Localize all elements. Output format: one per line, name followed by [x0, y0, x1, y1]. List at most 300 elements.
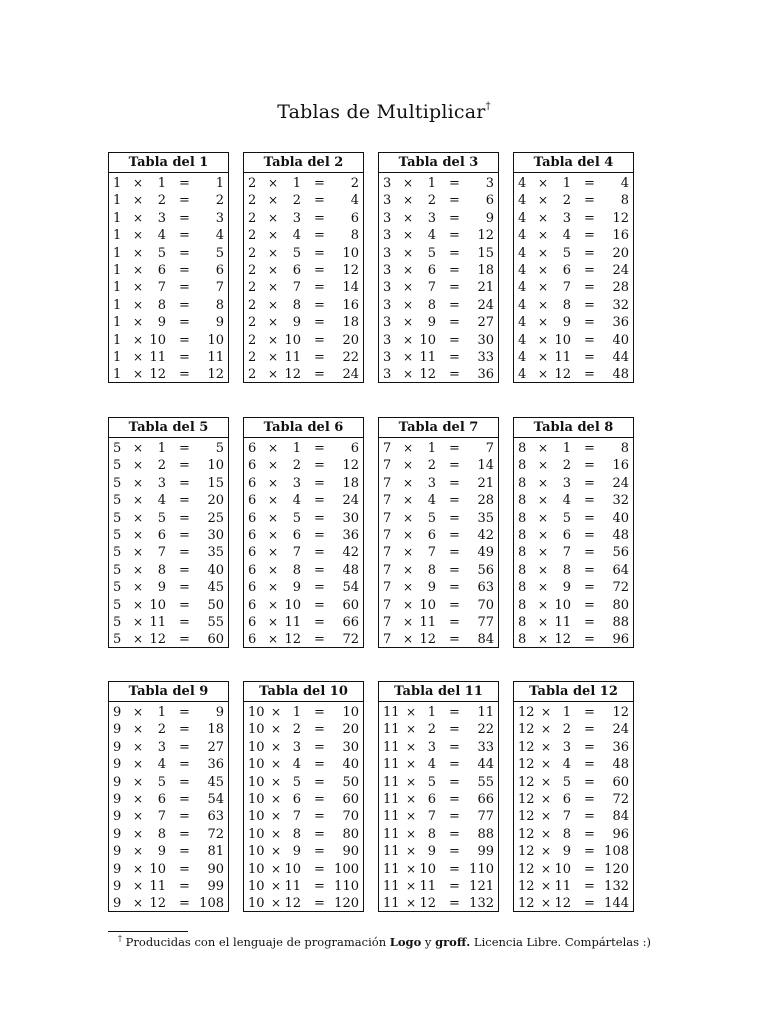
- row-multiplier: 5: [427, 774, 436, 790]
- row-multiplier: 10: [554, 861, 571, 877]
- row-factor: 7: [383, 458, 392, 474]
- row-factor: 2: [248, 193, 257, 209]
- times-sign: ×: [133, 861, 144, 876]
- row-result: 55: [207, 614, 224, 630]
- times-sign: ×: [403, 262, 414, 277]
- row-multiplier: 6: [157, 527, 166, 543]
- row-factor: 9: [113, 896, 122, 912]
- table-row: [109, 192, 228, 209]
- row-result: 3: [485, 176, 494, 191]
- row-factor: 9: [113, 757, 122, 773]
- table-row: [379, 440, 498, 457]
- equals-sign: =: [179, 193, 190, 209]
- row-multiplier: 4: [427, 228, 436, 244]
- multiplication-table: [378, 152, 499, 383]
- times-sign: ×: [133, 896, 144, 911]
- times-sign: ×: [538, 210, 549, 225]
- row-result: 18: [342, 475, 359, 491]
- row-multiplier: 2: [562, 193, 571, 209]
- equals-sign: =: [584, 632, 595, 648]
- row-result: 4: [350, 193, 359, 209]
- table-header: Tabla del 5: [109, 418, 228, 438]
- row-result: 81: [207, 844, 224, 860]
- row-factor: 11: [383, 739, 400, 755]
- equals-sign: =: [584, 809, 595, 825]
- row-factor: 12: [518, 844, 535, 860]
- table-row: [244, 175, 363, 192]
- row-result: 144: [604, 896, 629, 912]
- times-sign: ×: [538, 193, 549, 208]
- table-row: [109, 210, 228, 227]
- row-multiplier: 7: [562, 280, 571, 296]
- table-row: [244, 597, 363, 614]
- row-factor: 5: [113, 475, 122, 491]
- times-sign: ×: [403, 228, 414, 243]
- multiplication-table: [513, 681, 634, 912]
- row-multiplier: 1: [427, 705, 436, 720]
- row-multiplier: 4: [562, 493, 571, 509]
- table-row: [514, 826, 633, 843]
- table-row: [109, 314, 228, 331]
- row-result: 4: [620, 176, 629, 191]
- row-multiplier: 12: [284, 632, 301, 648]
- equals-sign: =: [584, 280, 595, 296]
- times-sign: ×: [133, 245, 144, 260]
- table-row: [379, 704, 498, 721]
- times-sign: ×: [406, 705, 417, 719]
- equals-sign: =: [449, 315, 460, 331]
- equals-sign: =: [314, 475, 325, 491]
- table-row: [514, 756, 633, 773]
- table-row: [379, 861, 498, 878]
- equals-sign: =: [449, 739, 460, 755]
- row-result: 96: [612, 632, 629, 648]
- row-multiplier: 3: [292, 210, 301, 226]
- row-result: 110: [469, 861, 494, 877]
- table-row: [514, 895, 633, 912]
- row-factor: 1: [113, 315, 122, 331]
- row-factor: 4: [518, 349, 527, 365]
- row-multiplier: 10: [149, 861, 166, 877]
- row-multiplier: 4: [157, 757, 166, 773]
- equals-sign: =: [584, 757, 595, 773]
- table-row: [244, 279, 363, 296]
- table-row: [109, 895, 228, 912]
- table-row: [109, 279, 228, 296]
- table-row: [109, 366, 228, 383]
- row-factor: 3: [383, 176, 392, 191]
- times-sign: ×: [133, 722, 144, 737]
- table-header: Tabla del 11: [379, 682, 498, 702]
- table-row: [244, 826, 363, 843]
- table-row: [244, 756, 363, 773]
- equals-sign: =: [314, 774, 325, 790]
- row-multiplier: 3: [562, 739, 571, 755]
- table-row: [379, 597, 498, 614]
- row-result: 9: [215, 315, 224, 331]
- equals-sign: =: [314, 297, 325, 313]
- row-result: 27: [207, 739, 224, 755]
- row-multiplier: 8: [292, 297, 301, 313]
- row-factor: 6: [248, 441, 257, 456]
- equals-sign: =: [584, 458, 595, 474]
- table-row: [244, 314, 363, 331]
- table-rows: [109, 173, 228, 384]
- row-factor: 9: [113, 844, 122, 860]
- row-result: 70: [342, 809, 359, 825]
- times-sign: ×: [268, 562, 279, 577]
- row-multiplier: 2: [292, 722, 301, 738]
- row-result: 20: [612, 245, 629, 261]
- times-sign: ×: [133, 809, 144, 824]
- equals-sign: =: [179, 458, 190, 474]
- equals-sign: =: [179, 527, 190, 543]
- row-multiplier: 11: [554, 878, 571, 894]
- times-sign: ×: [271, 705, 282, 719]
- table-row: [109, 440, 228, 457]
- equals-sign: =: [584, 614, 595, 630]
- times-sign: ×: [406, 791, 417, 806]
- equals-sign: =: [584, 545, 595, 561]
- row-multiplier: 5: [292, 774, 301, 790]
- equals-sign: =: [584, 861, 595, 877]
- row-factor: 2: [248, 297, 257, 313]
- equals-sign: =: [449, 280, 460, 296]
- row-factor: 10: [248, 705, 265, 720]
- times-sign: ×: [271, 739, 282, 754]
- row-result: 5: [215, 441, 224, 456]
- row-multiplier: 11: [554, 349, 571, 365]
- row-result: 25: [207, 510, 224, 526]
- equals-sign: =: [449, 580, 460, 596]
- row-result: 60: [342, 791, 359, 807]
- multiplication-table: [378, 681, 499, 912]
- row-multiplier: 5: [292, 245, 301, 261]
- row-multiplier: 10: [284, 597, 301, 613]
- equals-sign: =: [584, 774, 595, 790]
- table-header: Tabla del 1: [109, 153, 228, 173]
- row-multiplier: 7: [157, 545, 166, 561]
- equals-sign: =: [314, 176, 325, 191]
- table-row: [379, 297, 498, 314]
- row-result: 8: [620, 441, 629, 456]
- times-sign: ×: [403, 245, 414, 260]
- row-factor: 2: [248, 228, 257, 244]
- row-factor: 3: [383, 349, 392, 365]
- row-result: 100: [334, 861, 359, 877]
- row-multiplier: 12: [554, 896, 571, 912]
- times-sign: ×: [133, 315, 144, 330]
- equals-sign: =: [314, 315, 325, 331]
- equals-sign: =: [314, 441, 325, 456]
- times-sign: ×: [541, 791, 552, 806]
- row-multiplier: 6: [157, 262, 166, 278]
- row-multiplier: 6: [292, 527, 301, 543]
- row-multiplier: 9: [157, 315, 166, 331]
- row-multiplier: 9: [292, 315, 301, 331]
- row-multiplier: 7: [157, 809, 166, 825]
- times-sign: ×: [538, 614, 549, 629]
- equals-sign: =: [449, 896, 460, 912]
- equals-sign: =: [449, 245, 460, 261]
- row-multiplier: 10: [284, 861, 301, 877]
- row-result: 30: [477, 332, 494, 348]
- row-result: 84: [612, 809, 629, 825]
- row-multiplier: 3: [157, 210, 166, 226]
- equals-sign: =: [179, 545, 190, 561]
- row-result: 24: [342, 367, 359, 383]
- times-sign: ×: [538, 510, 549, 525]
- table-row: [109, 826, 228, 843]
- row-multiplier: 12: [284, 367, 301, 383]
- times-sign: ×: [268, 176, 279, 190]
- row-factor: 8: [518, 562, 527, 578]
- times-sign: ×: [541, 722, 552, 737]
- table-row: [244, 808, 363, 825]
- row-factor: 7: [383, 597, 392, 613]
- times-sign: ×: [541, 844, 552, 859]
- times-sign: ×: [133, 262, 144, 277]
- times-sign: ×: [406, 878, 417, 893]
- table-row: [379, 510, 498, 527]
- row-factor: 9: [113, 791, 122, 807]
- times-sign: ×: [268, 349, 279, 364]
- equals-sign: =: [449, 562, 460, 578]
- row-factor: 10: [248, 878, 265, 894]
- multiplication-table: [243, 681, 364, 912]
- equals-sign: =: [179, 562, 190, 578]
- row-result: 21: [477, 280, 494, 296]
- equals-sign: =: [314, 349, 325, 365]
- row-multiplier: 6: [427, 262, 436, 278]
- row-result: 7: [215, 280, 224, 296]
- times-sign: ×: [268, 475, 279, 490]
- row-factor: 7: [383, 527, 392, 543]
- table-row: [514, 210, 633, 227]
- row-multiplier: 5: [157, 774, 166, 790]
- row-result: 10: [207, 332, 224, 348]
- times-sign: ×: [541, 896, 552, 911]
- times-sign: ×: [403, 580, 414, 595]
- row-multiplier: 3: [562, 475, 571, 491]
- row-factor: 3: [383, 210, 392, 226]
- row-factor: 10: [248, 791, 265, 807]
- row-result: 24: [612, 262, 629, 278]
- row-result: 90: [342, 844, 359, 860]
- row-multiplier: 9: [562, 315, 571, 331]
- equals-sign: =: [584, 367, 595, 383]
- row-result: 7: [485, 441, 494, 456]
- row-result: 72: [207, 826, 224, 842]
- table-row: [379, 878, 498, 895]
- row-multiplier: 12: [554, 632, 571, 648]
- row-result: 54: [207, 791, 224, 807]
- row-factor: 8: [518, 632, 527, 648]
- times-sign: ×: [133, 791, 144, 806]
- row-multiplier: 8: [292, 562, 301, 578]
- row-factor: 1: [113, 193, 122, 209]
- row-factor: 2: [248, 280, 257, 296]
- row-result: 12: [612, 705, 629, 720]
- row-factor: 5: [113, 562, 122, 578]
- times-sign: ×: [133, 614, 144, 629]
- equals-sign: =: [449, 545, 460, 561]
- times-sign: ×: [133, 826, 144, 841]
- table-row: [109, 739, 228, 756]
- table-header: Tabla del 9: [109, 682, 228, 702]
- equals-sign: =: [179, 791, 190, 807]
- equals-sign: =: [584, 896, 595, 912]
- table-header: Tabla del 4: [514, 153, 633, 173]
- row-multiplier: 1: [292, 176, 301, 191]
- row-result: 18: [207, 722, 224, 738]
- multiplication-table: [513, 417, 634, 648]
- row-multiplier: 1: [292, 705, 301, 720]
- row-factor: 9: [113, 739, 122, 755]
- table-row: [109, 843, 228, 860]
- row-result: 24: [342, 493, 359, 509]
- row-multiplier: 9: [562, 580, 571, 596]
- equals-sign: =: [584, 349, 595, 365]
- row-result: 42: [477, 527, 494, 543]
- equals-sign: =: [179, 475, 190, 491]
- times-sign: ×: [133, 580, 144, 595]
- row-result: 30: [342, 739, 359, 755]
- row-multiplier: 12: [149, 367, 166, 383]
- row-factor: 12: [518, 757, 535, 773]
- table-row: [379, 192, 498, 209]
- row-result: 10: [207, 458, 224, 474]
- row-factor: 6: [248, 580, 257, 596]
- table-row: [244, 245, 363, 262]
- row-multiplier: 12: [149, 896, 166, 912]
- equals-sign: =: [449, 493, 460, 509]
- times-sign: ×: [541, 705, 552, 719]
- row-result: 56: [477, 562, 494, 578]
- multiplication-table: [108, 417, 229, 648]
- equals-sign: =: [449, 176, 460, 191]
- equals-sign: =: [179, 705, 190, 720]
- row-multiplier: 3: [157, 739, 166, 755]
- row-result: 6: [215, 262, 224, 278]
- row-factor: 9: [113, 774, 122, 790]
- table-row: [244, 721, 363, 738]
- row-result: 16: [342, 297, 359, 313]
- times-sign: ×: [538, 176, 549, 190]
- row-result: 3: [215, 210, 224, 226]
- times-sign: ×: [268, 545, 279, 560]
- times-sign: ×: [271, 896, 282, 911]
- table-row: [379, 544, 498, 561]
- row-result: 48: [342, 562, 359, 578]
- times-sign: ×: [403, 441, 414, 455]
- row-factor: 12: [518, 896, 535, 912]
- times-sign: ×: [538, 228, 549, 243]
- times-sign: ×: [538, 580, 549, 595]
- equals-sign: =: [179, 280, 190, 296]
- row-factor: 8: [518, 614, 527, 630]
- row-factor: 5: [113, 527, 122, 543]
- equals-sign: =: [584, 705, 595, 720]
- row-factor: 3: [383, 228, 392, 244]
- row-multiplier: 11: [554, 614, 571, 630]
- row-multiplier: 7: [562, 809, 571, 825]
- table-row: [244, 349, 363, 366]
- times-sign: ×: [541, 826, 552, 841]
- table-rows: [514, 438, 633, 649]
- row-multiplier: 12: [149, 632, 166, 648]
- row-multiplier: 6: [292, 791, 301, 807]
- row-result: 8: [620, 193, 629, 209]
- equals-sign: =: [584, 580, 595, 596]
- table-row: [244, 739, 363, 756]
- table-rows: [244, 173, 363, 384]
- row-multiplier: 10: [419, 861, 436, 877]
- row-result: 64: [612, 562, 629, 578]
- row-multiplier: 5: [157, 245, 166, 261]
- row-factor: 12: [518, 705, 535, 720]
- equals-sign: =: [179, 262, 190, 278]
- row-multiplier: 9: [427, 844, 436, 860]
- table-row: [514, 527, 633, 544]
- row-result: 8: [215, 297, 224, 313]
- equals-sign: =: [179, 510, 190, 526]
- row-multiplier: 2: [157, 193, 166, 209]
- row-result: 12: [342, 458, 359, 474]
- row-factor: 12: [518, 722, 535, 738]
- table-row: [514, 791, 633, 808]
- table-row: [244, 227, 363, 244]
- times-sign: ×: [403, 614, 414, 629]
- row-result: 15: [477, 245, 494, 261]
- row-result: 16: [612, 458, 629, 474]
- table-row: [514, 631, 633, 648]
- row-result: 20: [342, 332, 359, 348]
- table-row: [109, 510, 228, 527]
- row-factor: 12: [518, 809, 535, 825]
- row-result: 108: [199, 896, 224, 912]
- row-multiplier: 2: [427, 458, 436, 474]
- row-result: 11: [207, 349, 224, 365]
- table-row: [379, 843, 498, 860]
- row-multiplier: 4: [157, 493, 166, 509]
- times-sign: ×: [268, 297, 279, 312]
- row-factor: 8: [518, 510, 527, 526]
- row-factor: 7: [383, 510, 392, 526]
- equals-sign: =: [314, 245, 325, 261]
- multiplication-table: [243, 152, 364, 383]
- table-header: Tabla del 8: [514, 418, 633, 438]
- row-multiplier: 8: [562, 826, 571, 842]
- table-rows: [514, 173, 633, 384]
- equals-sign: =: [179, 739, 190, 755]
- equals-sign: =: [449, 826, 460, 842]
- row-factor: 9: [113, 705, 122, 720]
- equals-sign: =: [314, 896, 325, 912]
- table-row: [514, 262, 633, 279]
- table-row: [379, 492, 498, 509]
- row-multiplier: 9: [562, 844, 571, 860]
- equals-sign: =: [314, 262, 325, 278]
- table-row: [379, 774, 498, 791]
- table-row: [514, 704, 633, 721]
- table-row: [109, 631, 228, 648]
- equals-sign: =: [584, 878, 595, 894]
- times-sign: ×: [271, 774, 282, 789]
- row-result: 8: [350, 228, 359, 244]
- row-factor: 4: [518, 228, 527, 244]
- times-sign: ×: [403, 297, 414, 312]
